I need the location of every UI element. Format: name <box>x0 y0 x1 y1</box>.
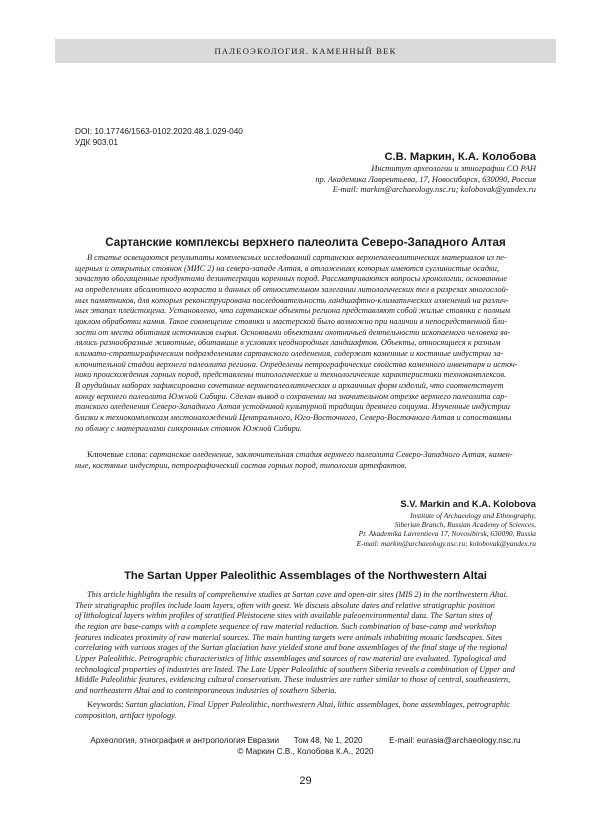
keywords-ru <box>75 450 536 472</box>
affiliation-en-line: E-mail: markin@archaeology.nsc.ru; kolobovak@yandex.ru <box>356 538 536 548</box>
footer-copyright: © Маркин С.В., Колобова К.А., 2020 <box>237 747 374 756</box>
keywords-en <box>75 700 536 722</box>
keywords-en-text: Sartan glaciation, Final Upper Paleolithic, northwestern Altai, lithic assemblages, bone assemblages, petrographic <box>125 700 510 709</box>
abstract-en-line: and northeastern Altai and to contemporaneous industries of southern Siberia. <box>75 685 337 695</box>
title-en: The Sartan Upper Paleolithic Assemblages of the Northwestern Altai <box>124 570 487 582</box>
abstract-ru-line: климато-стратиграфическим подразделениям сартанского оледенения, содержат каменные и костяные индустрии за- <box>75 348 504 358</box>
abstract-ru-line: зачастую обогащенные продуктами дезинтеграции коренных пород. Рассматриваются вопросы хронологии, основанные <box>75 274 508 284</box>
page-number: 29 <box>299 775 312 787</box>
abstract-en-line: This article highlights the results of comprehensive studies at Sartan cave and open-air sites (MIS 2) in the northwestern Altai. <box>87 590 508 599</box>
keywords-ru-text: ные, костяные индустрии, петрографический состав горных пород, типология артефактов. <box>75 460 407 470</box>
abstract-ru-line: ных этапах плейстоцена. Установлено, что сартанские объекты региона представляют собой жилые стоянки с полным <box>75 306 511 316</box>
abstract-ru-line: концу верхнего палеолита Южной Сибири. Сделан вывод о сохранении на значительном отрезке верхнего палеолита сар- <box>75 391 508 401</box>
affiliation-ru <box>315 164 536 196</box>
footer-email: E-mail: eurasia@archaeology.nsc.ru <box>389 736 521 745</box>
doi: DOI: 10.17746/1563-0102.2020.48.1.029-040 <box>75 126 243 136</box>
udk: УДК 903.01 <box>75 137 119 147</box>
abstract-en <box>75 590 536 697</box>
abstract-ru-line: В статье освещаются результаты комплексных исследований сартанских верхнепалеолитических материалов из пе- <box>87 253 507 262</box>
abstract-en-line: Middle Paleolithic features, evidencing cultural conservatism. These industries are rather similar to those of central, southeastern, <box>75 675 511 685</box>
abstract-ru-line: ники происхождения горных пород, представлены типологические и технологические характеристики технокомплексов. <box>75 370 507 380</box>
title-ru: Сартанские комплексы верхнего палеолита Северо-Западного Алтая <box>105 236 506 249</box>
section-header: ПАЛЕОЭКОЛОГИЯ. КАМЕННЫЙ ВЕК <box>214 46 397 56</box>
keywords-ru-label: Ключевые слова: <box>87 450 148 459</box>
affiliation-ru-line: пр. Академика Лаврентьева, 17, Новосибирск, 630090, Россия <box>315 174 536 184</box>
abstract-ru-line: близки к технокомплексам местонахождений Центрального, Юго-Восточного, Северо-Восточного Алтая и сопоставимы <box>75 412 512 422</box>
abstract-en-line: features indicates proximity of raw material sources. The main hunting targets were animals inhabiting mosaic landscapes. Sites <box>75 632 503 642</box>
affiliation-en-line: Institute of Archaeology and Ethnography, <box>410 511 536 520</box>
abstract-en-line: of lithological layers within profiles of stratified Pleistocene sites with available paleoenvironmental data. The Sartan sites of <box>75 611 493 621</box>
abstract-ru <box>75 253 536 434</box>
abstract-ru-line: В орудийных наборах зафиксировано сочетание верхнепалеолитических и архаичных форм изделий, что соответствует <box>75 380 504 390</box>
affiliation-ru-line: Институт археологии и этнографии СО РАН <box>371 164 536 173</box>
affiliation-en <box>357 511 536 548</box>
authors-en: S.V. Markin and K.A. Kolobova <box>400 498 536 509</box>
footer-journal-line <box>55 736 556 745</box>
abstract-en-line: the region are base-camps with a complete sequence of raw material reduction. Such combination of base-camp and workshop <box>75 621 497 631</box>
affiliation-en-line: Pr. Akademika Lavrentieva 17, Novosibirsk, 630090, Russia <box>358 529 536 539</box>
abstract-ru-line: щерных и открытых стоянок (МИС 2) на северо-западе Алтая, в отложениях которых имеются суглинистые осадки, <box>75 263 500 273</box>
abstract-ru-line: танского оледенения Северо-Западного Алтая устойчивой культурной традиции древнего социума. Изученные индустрии <box>75 402 510 412</box>
abstract-ru-line: циклом обработки камня. Такое совмещение стоянки и мастерской было возможно при наличии в непосредственной бли- <box>75 316 508 326</box>
abstract-en-line: Upper Paleolithic. Petrographic characteristics of lithic assemblages and sources of raw material are evaluated. Typological and <box>75 653 506 663</box>
abstract-en-line: technological properties of industries are listed. The Late Upper Paleolithic of southern Siberia reveals a combination of Upper and <box>75 664 515 674</box>
keywords-en-label: Keywords: <box>87 700 124 709</box>
abstract-en-line: correlating with various stages of the Sartan glaciation have yielded stone and bone assemblages of the final stage of the regional <box>75 643 508 653</box>
footer-journal: Археология, этнография и антропология Евразии <box>90 736 280 745</box>
footer-volume: Том 48, № 1, 2020 <box>293 736 363 745</box>
abstract-ru-line: лялись разнообразные животные, обитавшие в условиях неоднородных ландшафтов. Объекты, относящиеся к разным <box>75 338 501 348</box>
abstract-ru-line: на определениях абсолютного возраста и данных об относительном залегании литологических тел в разрезах многослой- <box>75 284 509 294</box>
abstract-en-line: Their stratigraphic profiles include loam layers, often with geest. We discuss absolute dates and relative stratigraphic position <box>75 600 495 610</box>
abstract-ru-line: по облику с материалами синхронных стоянок Южной Сибири. <box>75 423 303 433</box>
keywords-ru-text: сартанское оледенение, заключительная стадия верхнего палеолита Северо-Западного Алтая, камен- <box>149 450 513 459</box>
affiliation-ru-line: E-mail: markin@archaeology.nsc.ru; kolobovak@yandex.ru <box>332 185 536 195</box>
affiliation-en-line: Siberian Branch, Russian Academy of Sciences, <box>394 520 536 530</box>
abstract-ru-line: зости от места обитания источников сырья. Основными объектами охотничьей деятельности ископаемого человека яв- <box>75 327 511 337</box>
abstract-ru-line: ных памятников, для которых реконструирована последовательность ландшафтно-климатических изменений на различ- <box>75 295 509 305</box>
abstract-ru-line: ключительной стадии верхнего палеолита региона. Определены петрографические свойства каменного инвентаря и источ- <box>75 359 518 369</box>
authors-ru: С.В. Маркин, К.А. Колобова <box>384 151 536 163</box>
keywords-en-text: composition, artifact typology. <box>75 710 177 720</box>
